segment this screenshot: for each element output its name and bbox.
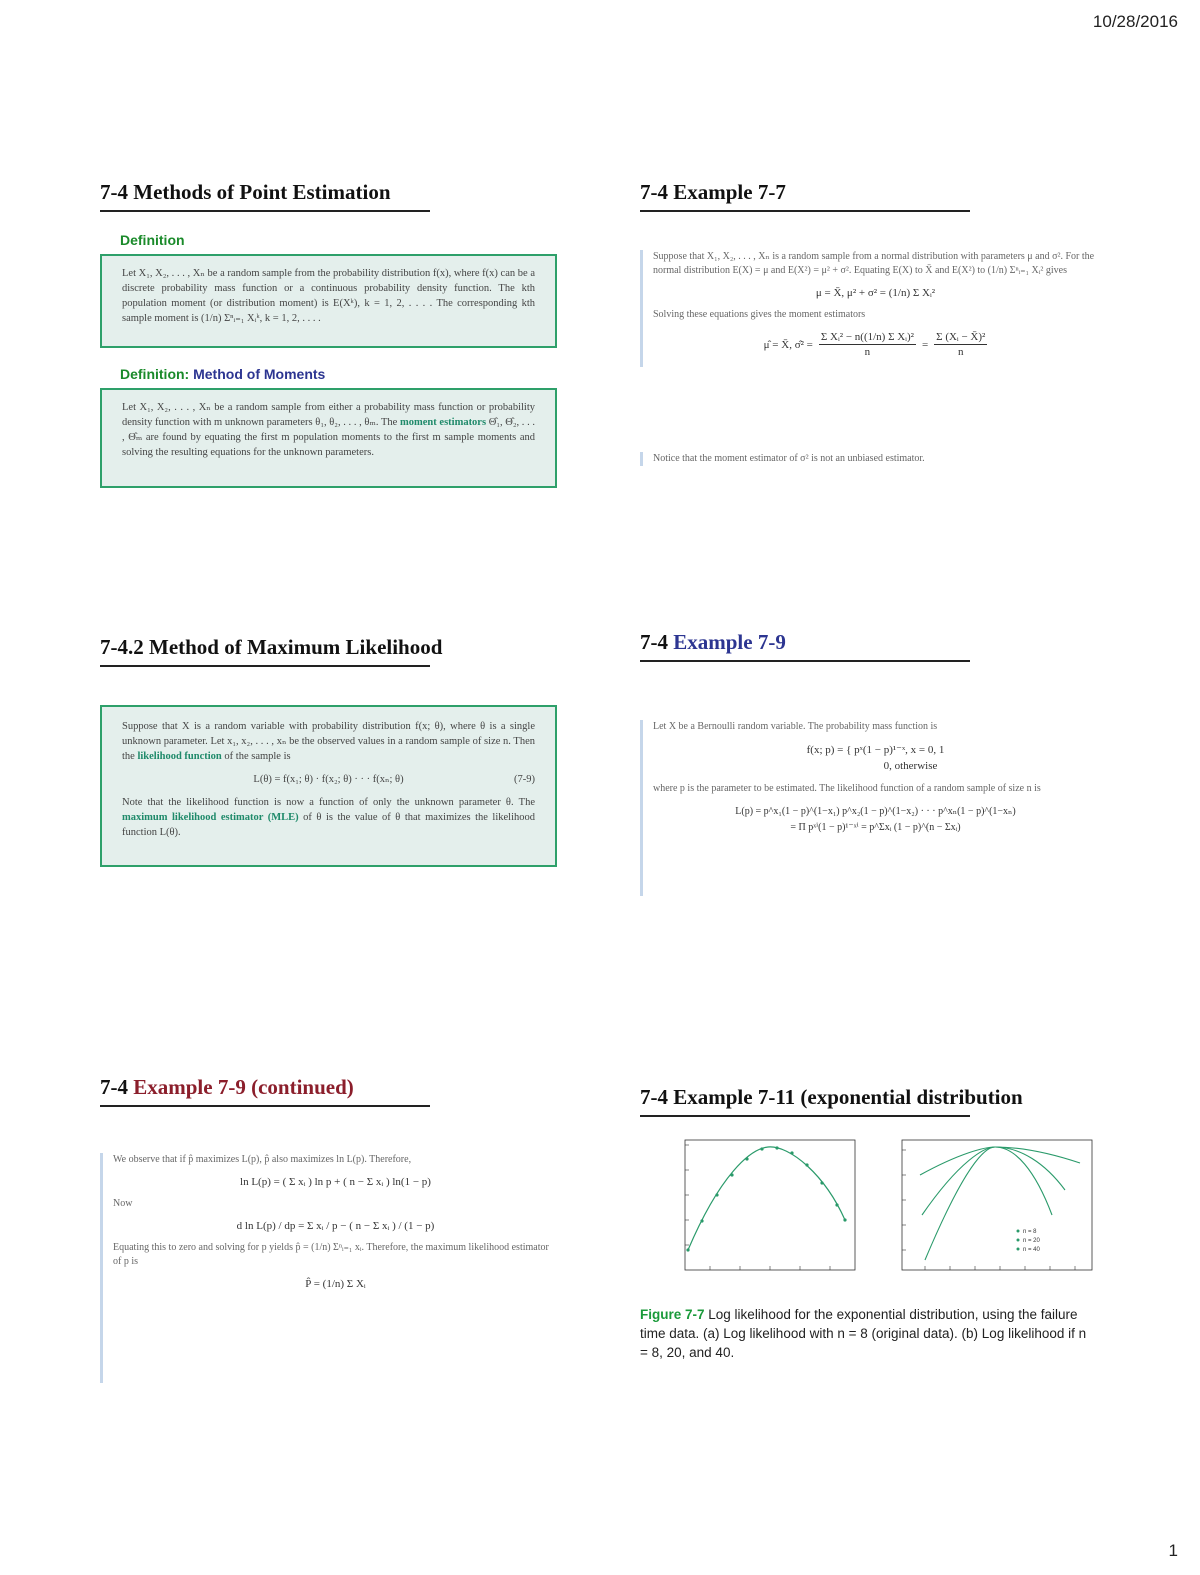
- example-paragraph-2: Solving these equations gives the moment estimators: [653, 309, 866, 320]
- denominator-2: n: [958, 346, 964, 358]
- data-point: [686, 1248, 689, 1251]
- denominator-1: n: [864, 346, 871, 358]
- derivative-equation: d ln L(p) / dp = Σ xᵢ / p − ( n − Σ xᵢ ) / (1 − p): [236, 1220, 435, 1232]
- title-rule: [640, 210, 970, 212]
- panel-a-ticks: [685, 1145, 830, 1270]
- slide-example-7-7: [640, 180, 1110, 480]
- example-paragraph-2: where p is the parameter to be estimated. The likelihood function of a random sample of size n is: [653, 783, 1041, 794]
- legend: [1017, 1229, 1041, 1253]
- panel-b-log-likelihood-n: [902, 1140, 1092, 1270]
- data-point: [745, 1157, 748, 1160]
- likelihood-line-2: = Π pˣⁱ(1 − p)¹⁻ˣⁱ = p^Σxᵢ (1 − p)^(n − Σxᵢ): [790, 822, 961, 833]
- definition-box: [100, 254, 557, 348]
- slide-example-7-11: [640, 1085, 1110, 1375]
- likelihood-line-1: L(p) = p^x₁(1 − p)^(1−x₁) p^x₂(1 − p)^(1−x₂) · · · p^xₙ(1 − p)^(1−xₙ): [735, 806, 1016, 817]
- likelihood-equation: [122, 772, 535, 787]
- equation-number: (7-9): [514, 774, 535, 785]
- slide-title: 7-4.2 Method of Maximum Likelihood: [100, 635, 443, 659]
- pmf-equation: [653, 742, 1098, 774]
- curve-n-8: [920, 1147, 1080, 1175]
- numerator-2: Σ (Xᵢ − X̄)²: [936, 331, 986, 343]
- definition-text: Let X₁, X₂, . . . , Xₙ be a random sample from the probability distribution f(x), where f(x) can be a discrete probability mass function or a continuous probability density function. The kth population moment (or distribution moment) is E(Xᵏ), k = 1, 2, . . . . The corresponding kth sample moment is (1/n) Σⁿᵢ₌₁ Xᵢᵏ, k = 1, 2, . . . .: [122, 268, 535, 324]
- title-example: Example 7-9 (continued): [133, 1075, 354, 1099]
- legend-marker: [1017, 1248, 1020, 1251]
- example-paragraph-3: Equating this to zero and solving for p yields p̂ = (1/n) Σⁿᵢ₌₁ xᵢ. Therefore, the maximum likelihood estimator of p is: [113, 1242, 549, 1267]
- mom-highlight: moment estimators: [400, 417, 487, 428]
- slide-title: [640, 630, 786, 655]
- title-rule: [640, 1115, 970, 1117]
- ml-text-c: Note that the likelihood function is now a function of only the unknown parameter θ. The: [122, 797, 535, 808]
- slide-title: 7-4 Example 7-7: [640, 180, 786, 204]
- page-number: 1: [1168, 1541, 1178, 1560]
- pmf-line-2: 0, otherwise: [883, 760, 938, 772]
- mom-text-b: Θ̂₁, Θ̂₂, . . . , Θ̂ₘ are found by equating the first m population moments to the first m sample moments and solving the resulting equations for the unknown parameters.: [122, 417, 536, 458]
- data-point: [805, 1163, 808, 1166]
- numerator-1: Σ Xᵢ² − n((1/n) Σ Xᵢ)²: [820, 331, 914, 343]
- mle-term: maximum likelihood estimator (MLE): [122, 812, 299, 823]
- page-date: 10/28/2016: [1092, 12, 1178, 31]
- title-prefix: 7-4: [100, 1075, 128, 1099]
- data-point: [843, 1218, 846, 1221]
- slide-methods-of-point-estimation: [100, 180, 570, 500]
- example-paragraph-2: Now: [113, 1198, 133, 1209]
- slide-example-7-9-continued: [100, 1075, 570, 1395]
- slide-title: [100, 1075, 354, 1100]
- example-paragraph-1: Let X be a Bernoulli random variable. The probability mass function is: [653, 721, 938, 732]
- title-rule: [100, 210, 430, 212]
- likelihood-equation: [653, 804, 1098, 836]
- ml-text-d: of θ is the value of θ that maximizes the likelihood function L(θ).: [122, 812, 535, 838]
- data-point: [775, 1146, 778, 1149]
- example-body: [100, 1153, 558, 1383]
- title-rule: [100, 665, 430, 667]
- method-of-moments-label: [120, 366, 325, 382]
- example-paragraph-1: We observe that if p̂ maximizes L(p), p̂ also maximizes ln L(p). Therefore,: [113, 1154, 412, 1165]
- data-point: [730, 1173, 733, 1176]
- likelihood-box: [100, 705, 557, 867]
- slide-example-7-9: [640, 630, 1110, 910]
- title-example: Example 7-9: [673, 630, 786, 654]
- panel-b-frame: [902, 1140, 1092, 1270]
- slide-title: 7-4 Example 7-11 (exponential distribution: [640, 1085, 1023, 1109]
- figure-number: Figure 7-7: [640, 1307, 705, 1322]
- log-likelihood-equation: ln L(p) = ( Σ xᵢ ) ln p + ( n − Σ xᵢ ) ln(1 − p): [240, 1176, 431, 1188]
- example-body: [640, 250, 1098, 367]
- figure-caption: [640, 1305, 1090, 1362]
- data-point: [790, 1151, 793, 1154]
- equation-1: μ = X̄, μ² + σ² = (1/n) Σ Xᵢ²: [815, 287, 936, 299]
- title-prefix: 7-4: [640, 630, 668, 654]
- equals-sign: =: [921, 338, 929, 351]
- pmf-line-1: f(x; p) = { pˣ(1 − p)¹⁻ˣ, x = 0, 1: [806, 744, 945, 756]
- panel-a-points: [686, 1146, 846, 1251]
- definition-label: Definition: [120, 232, 185, 248]
- note-text: Notice that the moment estimator of σ² is not an unbiased estimator.: [653, 453, 925, 464]
- example-body: [640, 720, 1098, 896]
- definition-name: Method of Moments: [193, 366, 326, 382]
- fraction-1: [819, 330, 916, 359]
- slide-maximum-likelihood: [100, 635, 570, 895]
- data-point: [700, 1219, 703, 1222]
- example-note: [640, 452, 1098, 466]
- likelihood-function-term: likelihood function: [137, 751, 222, 762]
- ml-text-b: of the sample is: [224, 751, 291, 762]
- equation-text: L(θ) = f(x₁; θ) · f(x₂; θ) · · · f(xₙ; θ): [253, 774, 404, 785]
- estimator-equation: P̂ = (1/n) Σ Xᵢ: [305, 1278, 366, 1290]
- definition-prefix: Definition:: [120, 366, 190, 382]
- panel-a-curve: [688, 1147, 845, 1250]
- data-point: [820, 1181, 823, 1184]
- title-rule: [100, 1105, 430, 1107]
- slide-title: 7-4 Methods of Point Estimation: [100, 180, 391, 204]
- method-of-moments-box: [100, 388, 557, 488]
- panel-a-log-likelihood: [685, 1140, 855, 1270]
- mom-text-a: Let X₁, X₂, . . . , Xₙ be a random sample from either a probability mass function or probability density function with m unknown parameters θ₁, θ₂, . . . , θₘ. The: [122, 402, 535, 428]
- caption-text: Log likelihood for the exponential distribution, using the failure time data. (a) Log likelihood with n = 8 (original data). (b) Log likelihood if n = 8, 20, and 40.: [640, 1307, 1087, 1360]
- equation-2: [653, 330, 1098, 359]
- legend-entry: n = 8: [1023, 1229, 1037, 1235]
- title-rule: [640, 660, 970, 662]
- data-point: [760, 1147, 763, 1150]
- legend-entry: n = 20: [1023, 1238, 1040, 1244]
- data-point: [715, 1193, 718, 1196]
- ml-text-a: Suppose that X is a random variable with probability distribution f(x; θ), where θ is a single unknown parameter. Let x₁, x₂, . . . , xₙ be the observed values in a random sample of size n. Then the: [122, 721, 535, 762]
- figure-7-7-panels: [640, 1135, 1100, 1275]
- curve-n-20: [922, 1147, 1065, 1215]
- legend-marker: [1017, 1230, 1020, 1233]
- legend-marker: [1017, 1239, 1020, 1242]
- eq2-left: μ̂ = X̄, σ̂² =: [763, 338, 813, 351]
- data-point: [835, 1203, 838, 1206]
- legend-entry: n = 40: [1023, 1247, 1040, 1253]
- example-paragraph-1: Suppose that X₁, X₂, . . . , Xₙ is a random sample from a normal distribution with parameters μ and σ². For the normal distribution E(X) = μ and E(X²) = μ² + σ². Equating E(X) to X̄ and E(X²) to (1/n) Σⁿᵢ₌₁ Xᵢ² gives: [653, 251, 1095, 276]
- fraction-2: [934, 330, 987, 359]
